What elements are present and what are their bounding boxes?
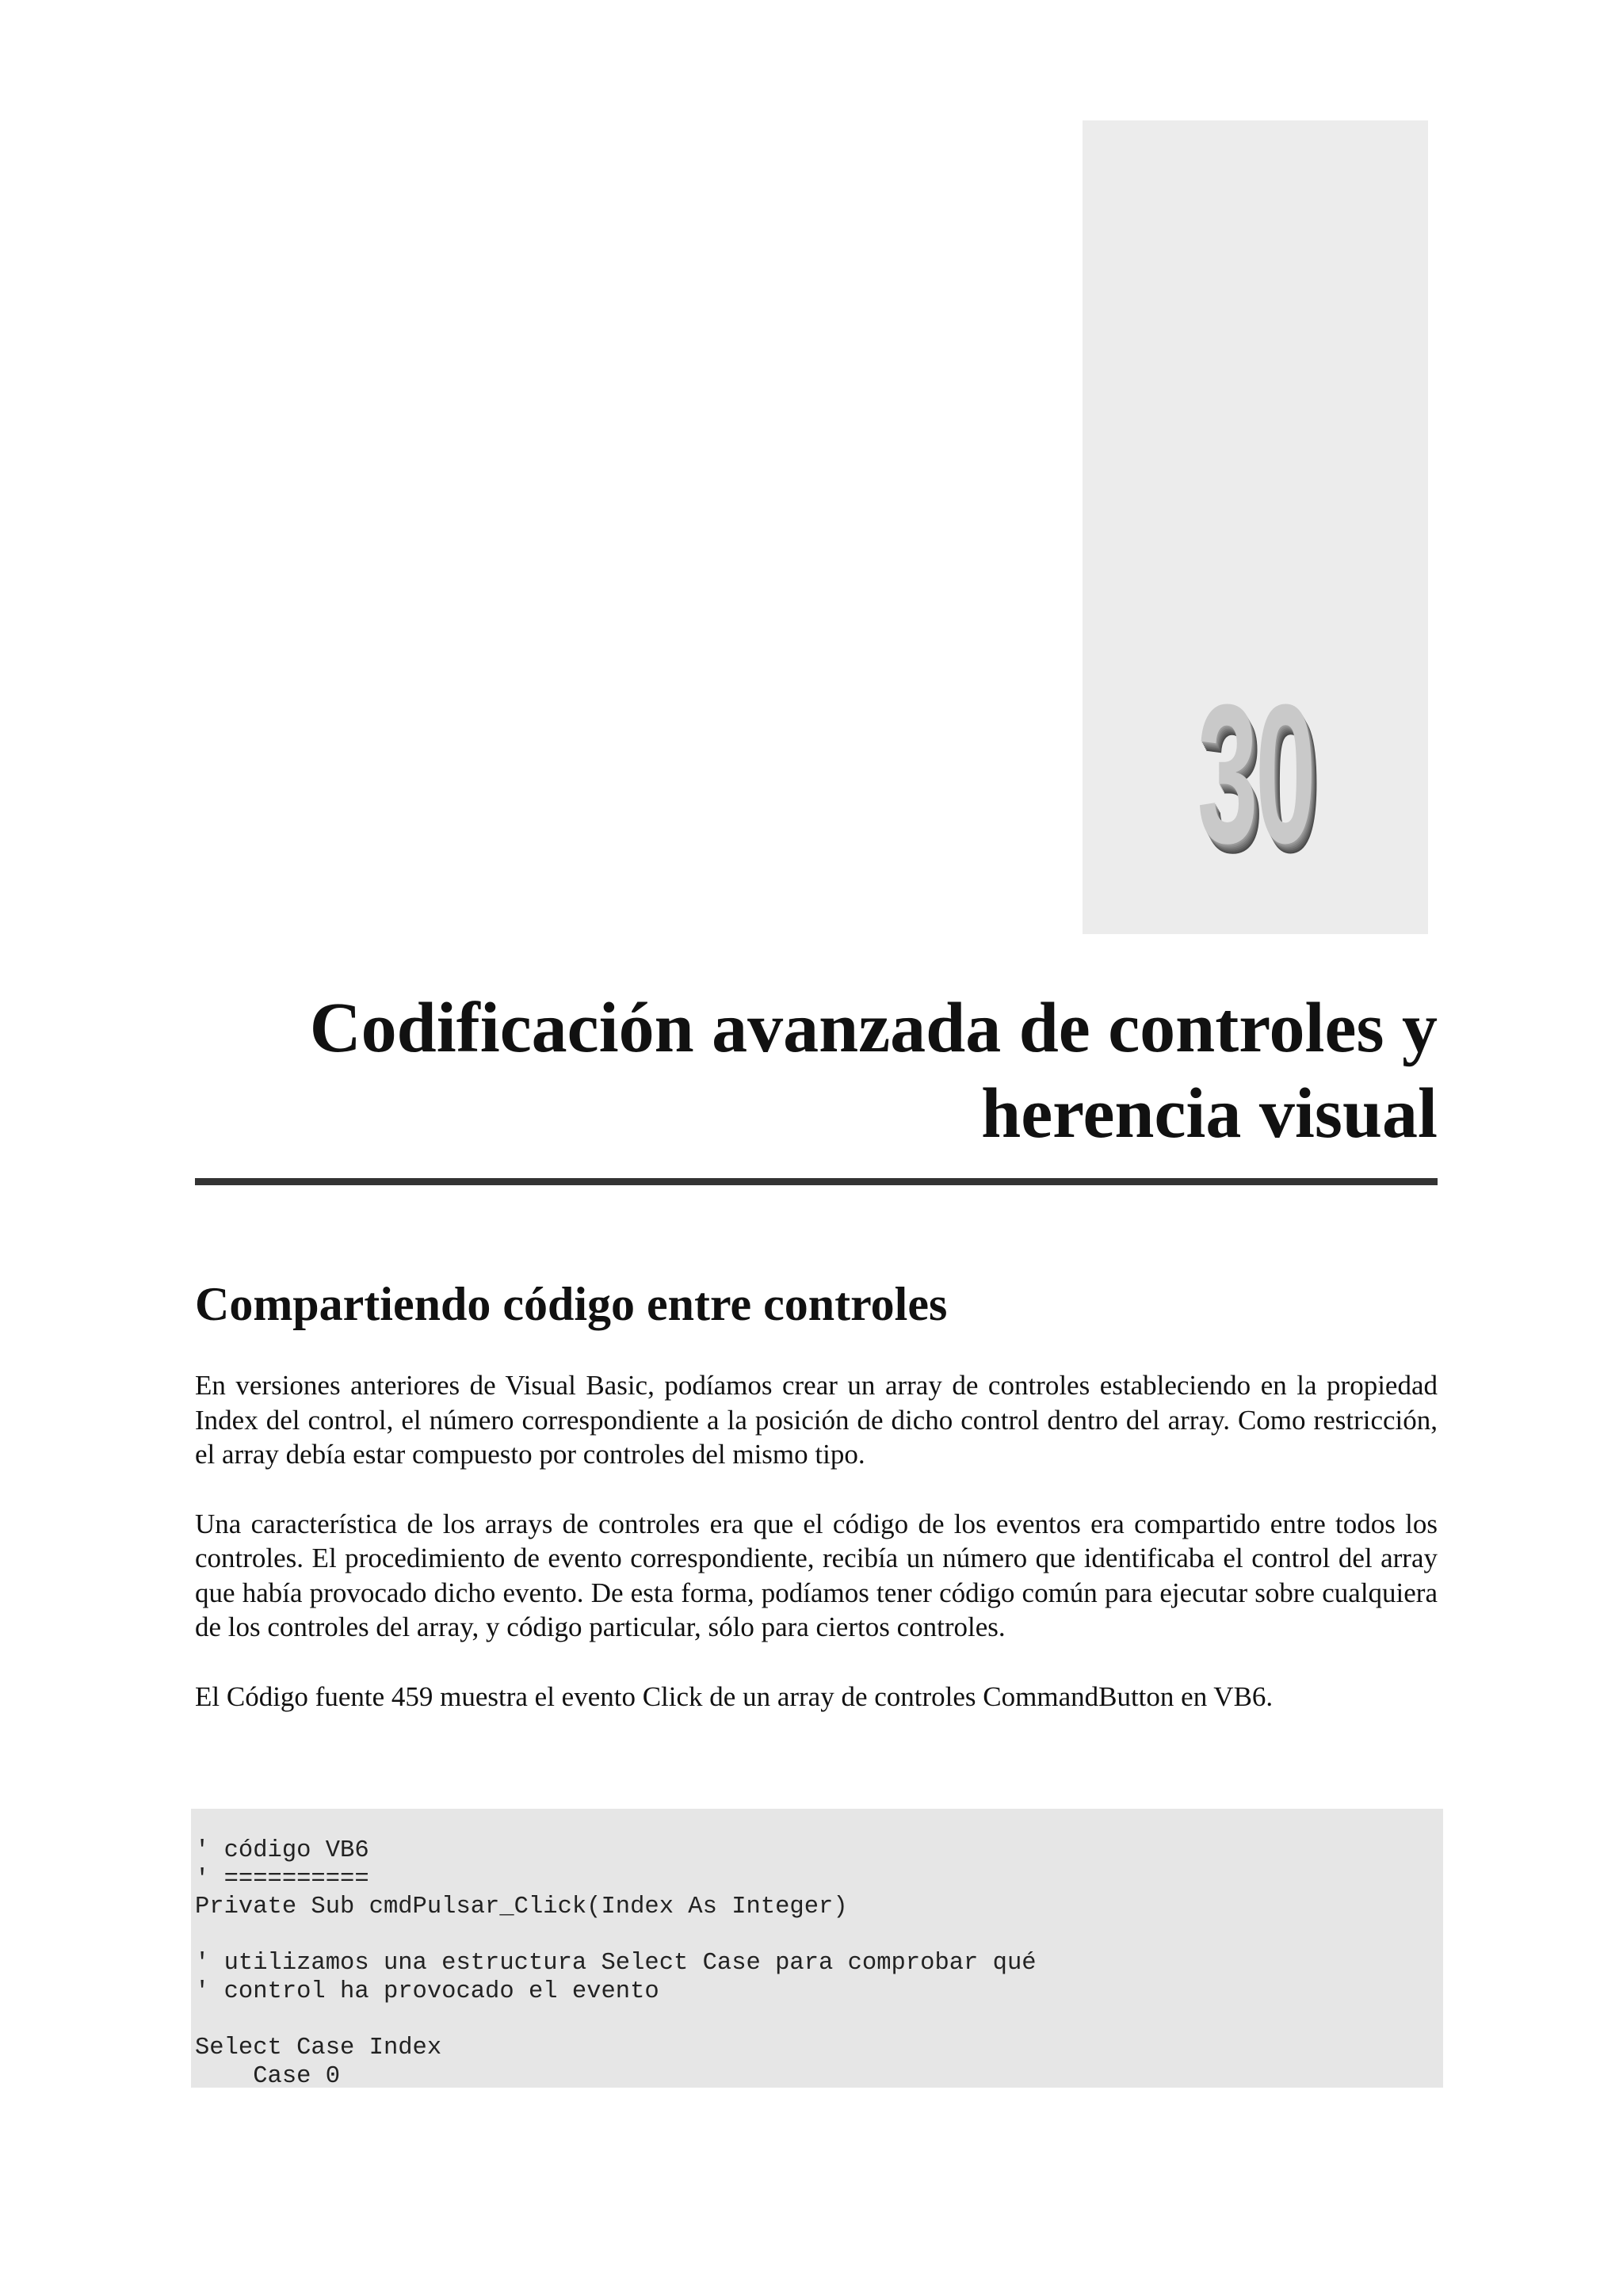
code-line — [195, 2007, 1443, 2035]
code-line: Private Sub cmdPulsar_Click(Index As Integer) — [195, 1894, 848, 1921]
code-line: Select Case Index — [195, 2035, 442, 2062]
code-listing — [191, 1809, 1443, 2088]
chapter-number: 30 — [1197, 663, 1314, 884]
code-line: Case 0 — [195, 2062, 341, 2088]
body-text — [195, 1368, 1438, 1749]
chapter-title — [195, 986, 1438, 1157]
paragraph-1: En versiones anteriores de Visual Basic, podíamos crear un array de controles estableciendo en la propiedad Index del control, el número correspondiente a la posición de dicho control dentro del array. Como restricción, el array debía estar compuesto por controles del mismo tipo. — [195, 1370, 1438, 1470]
chapter-title-line-2: herencia visual — [981, 1074, 1438, 1153]
code-line: ' utilizamos una estructura Select Case para comprobar qué — [195, 1950, 1037, 1978]
chapter-title-line-1: Codificación avanzada de controles y — [309, 989, 1438, 1067]
title-divider — [195, 1178, 1438, 1185]
code-line: ' ========== — [195, 1865, 369, 1893]
code-line: ' código VB6 — [195, 1837, 369, 1864]
paragraph-3: El Código fuente 459 muestra el evento Click de un array de controles CommandButton en VB6. — [195, 1680, 1274, 1712]
code-text — [195, 1837, 1443, 2088]
paragraph-2: Una característica de los arrays de controles era que el código de los eventos era compartido entre todos los controles. El procedimiento de evento correspondiente, recibía un número que identificaba el control del array que había provocado dicho evento. De esta forma, podíamos tener código común para ejecutar sobre cualquiera de los controles del array, y código particular, sólo para ciertos controles. — [195, 1508, 1438, 1642]
code-line — [195, 1922, 1443, 1951]
code-line: ' control ha provocado el evento — [195, 1978, 659, 2005]
chapter-number-panel — [1083, 120, 1428, 934]
section-heading: Compartiendo código entre controles — [195, 1278, 948, 1330]
